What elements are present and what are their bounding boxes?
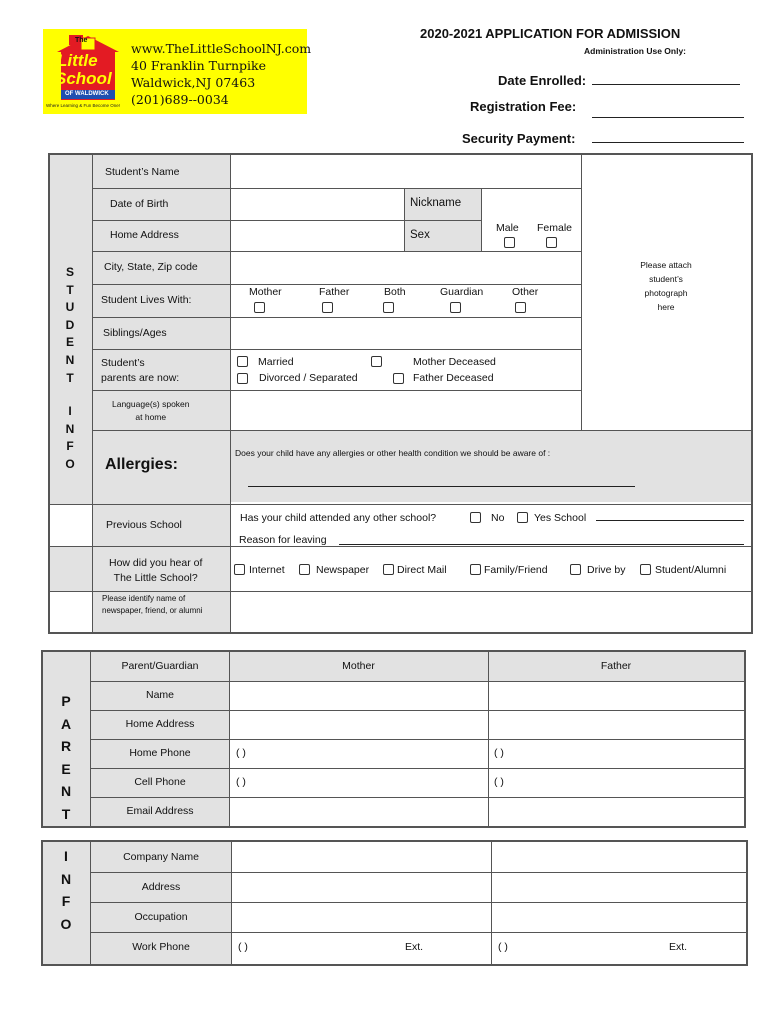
mother-cell-phone-field[interactable]: ( ) (236, 776, 246, 788)
student-name-label: Student’s Name (105, 166, 180, 178)
page-title: 2020-2021 APPLICATION FOR ADMISSION (420, 26, 681, 41)
sex-male-checkbox[interactable] (504, 237, 515, 248)
lives-father-checkbox[interactable] (322, 302, 333, 313)
logo-little: Little (57, 51, 98, 70)
father-deceased-label: Father Deceased (413, 372, 494, 384)
divorced-label: Divorced / Separated (259, 372, 358, 384)
father-home-phone-field[interactable]: ( ) (494, 747, 504, 759)
logo-the: The (75, 37, 88, 44)
father-header: Father (600, 660, 632, 672)
siblings-label: Siblings/Ages (103, 327, 167, 339)
sex-male-label: Male (496, 222, 519, 234)
hear-alumni-label: Student/Alumni (655, 564, 727, 576)
hear-family-friend-checkbox[interactable] (470, 564, 481, 575)
logo-waldwick: OF WALDWICK (65, 91, 109, 97)
photo-placeholder[interactable]: Please attach student’s photograph here (640, 260, 692, 312)
security-payment-label: Security Payment: (462, 131, 576, 146)
previous-school-yes-label: Yes School (534, 512, 587, 524)
reason-leaving-label: Reason for leaving (239, 534, 327, 546)
lives-both-checkbox[interactable] (383, 302, 394, 313)
registration-fee-label: Registration Fee: (470, 99, 577, 114)
hear-alumni-checkbox[interactable] (640, 564, 651, 575)
parents-status-label: Student’s parents are now: (101, 357, 180, 384)
logo-school: School (55, 69, 112, 88)
lives-mother-label: Mother (249, 286, 282, 298)
language-field[interactable] (231, 391, 580, 429)
siblings-field[interactable] (231, 318, 580, 348)
parent-email-label: Email Address (126, 805, 194, 817)
work-side-label: I N F O (60, 848, 72, 932)
language-label: Language(s) spoken at home (112, 399, 190, 422)
lives-other-checkbox[interactable] (515, 302, 526, 313)
previous-school-label: Previous School (106, 519, 182, 531)
logo-tagline: Where Learning & Fun Become One! (46, 103, 121, 108)
identify-label: Please identify name of newspaper, friend, or alumni (102, 594, 203, 615)
hear-family-friend-label: Family/Friend (484, 564, 548, 576)
parent-name-label: Name (145, 689, 174, 701)
street: 40 Franklin Turnpike (131, 58, 267, 73)
occupation-label: Occupation (134, 911, 188, 923)
sex-female-checkbox[interactable] (546, 237, 557, 248)
father-deceased-checkbox[interactable] (393, 373, 404, 384)
lives-other-label: Other (512, 286, 539, 298)
city: Waldwick,NJ 07463 (131, 75, 256, 90)
lives-with-label: Student Lives With: (101, 294, 192, 306)
mother-header: Mother (342, 660, 375, 672)
date-enrolled-label: Date Enrolled: (498, 73, 587, 88)
registration-fee-field[interactable] (592, 117, 744, 118)
mother-work-ext-label: Ext. (405, 941, 424, 953)
father-work-ext-label: Ext. (669, 941, 688, 953)
lives-both-label: Both (384, 286, 406, 298)
school-contact (131, 40, 311, 108)
admin-use-label: Administration Use Only: (584, 46, 687, 56)
sex-label: Sex (410, 229, 430, 241)
csz-field[interactable] (231, 252, 580, 283)
hear-newspaper-label: Newspaper (316, 564, 370, 576)
identify-field[interactable] (231, 592, 750, 631)
hear-direct-mail-label: Direct Mail (397, 564, 447, 576)
hear-internet-checkbox[interactable] (234, 564, 245, 575)
parent-cell-phone-label: Cell Phone (134, 776, 186, 788)
hear-about-label: How did you hear of The Little School? (109, 557, 203, 584)
school-logo-block (43, 29, 312, 114)
sex-female-label: Female (537, 222, 573, 234)
lives-mother-checkbox[interactable] (254, 302, 265, 313)
allergies-question: Does your child have any allergies or other health condition we should be aware of : (235, 448, 551, 458)
student-side-label: S T U D E N T I N F O (65, 265, 75, 471)
security-payment-field[interactable] (592, 142, 744, 143)
married-label: Married (258, 356, 294, 368)
previous-school-no-label: No (491, 512, 505, 524)
allergies-field[interactable] (248, 486, 635, 487)
mother-deceased-checkbox[interactable] (371, 356, 382, 367)
previous-school-yes-checkbox[interactable] (517, 512, 528, 523)
allergies-label: Allergies: (105, 456, 178, 473)
work-address-label: Address (141, 881, 181, 893)
dob-field[interactable] (231, 189, 403, 219)
father-work-phone-field[interactable]: ( ) (498, 941, 508, 953)
hear-internet-label: Internet (249, 564, 285, 576)
parent-address-label: Home Address (125, 718, 195, 730)
mother-deceased-label: Mother Deceased (413, 356, 496, 368)
parent-home-phone-label: Home Phone (129, 747, 191, 759)
dob-label: Date of Birth (110, 198, 169, 210)
married-checkbox[interactable] (237, 356, 248, 367)
divorced-checkbox[interactable] (237, 373, 248, 384)
date-enrolled-field[interactable] (592, 84, 740, 85)
hear-drive-by-label: Drive by (587, 564, 626, 576)
lives-guardian-label: Guardian (440, 286, 484, 298)
home-address-label: Home Address (110, 229, 179, 241)
previous-school-no-checkbox[interactable] (470, 512, 481, 523)
phone: (201)689--0034 (131, 92, 229, 107)
mother-work-phone-field[interactable]: ( ) (238, 941, 248, 953)
parent-guardian-header: Parent/Guardian (121, 660, 199, 672)
hear-newspaper-checkbox[interactable] (299, 564, 310, 575)
hear-direct-mail-checkbox[interactable] (383, 564, 394, 575)
lives-father-label: Father (319, 286, 350, 298)
mother-home-phone-field[interactable]: ( ) (236, 747, 246, 759)
csz-label: City, State, Zip code (104, 261, 198, 273)
student-name-field[interactable] (231, 156, 580, 187)
reason-leaving-field[interactable] (339, 544, 744, 545)
lives-guardian-checkbox[interactable] (450, 302, 461, 313)
work-phone-label: Work Phone (132, 941, 190, 953)
company-name-label: Company Name (123, 851, 199, 863)
website: www.TheLittleSchoolNJ.com (131, 41, 312, 56)
previous-school-name-field[interactable] (596, 520, 744, 521)
nickname-label: Nickname (410, 197, 462, 209)
previous-school-question: Has your child attended any other school? (240, 512, 437, 524)
father-cell-phone-field[interactable]: ( ) (494, 776, 504, 788)
home-address-field[interactable] (231, 221, 403, 250)
parent-side-label: P A R E N T (60, 693, 72, 822)
hear-drive-by-checkbox[interactable] (570, 564, 581, 575)
nickname-field[interactable] (482, 189, 580, 219)
